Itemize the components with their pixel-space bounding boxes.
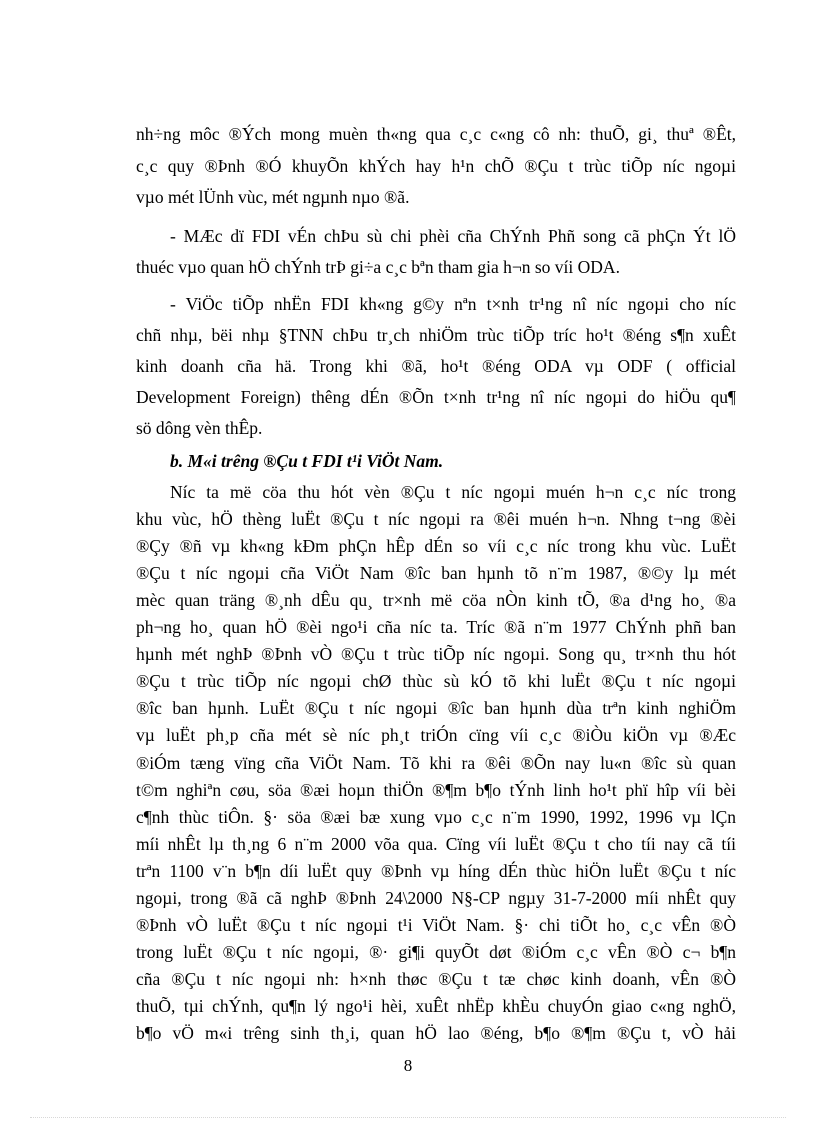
text-line: - MÆc dï FDI vÉn chÞu sù chi phèi cña ChÝnh Phñ song cã phÇn Ýt lÖ bbox=[170, 226, 736, 246]
text-line: trªn 1100 v¨n b¶n díi luËt quy ®Þnh vµ híng dÉn thùc hiÖn luËt ®Çu t níc bbox=[136, 861, 736, 881]
text-line: ngoµi, trong ®ã cã nghÞ ®Þnh 24\2000 N§-CP ngµy 31-7-2000 míi nhÊt quy bbox=[136, 888, 736, 908]
page-bottom-border bbox=[30, 1117, 786, 1118]
text-line: hµnh mét nghÞ ®Þnh vÒ ®Çu t trùc tiÕp níc ngoµi. Song qu¸ tr×nh thu hót bbox=[136, 644, 736, 664]
text-line: Níc ta më cöa thu hót vèn ®Çu t níc ngoµi muén h¬n c¸c níc trong bbox=[170, 482, 736, 502]
text-line: vµ luËt ph¸p cña mét sè níc ph¸t triÓn cïng víi c¸c ®iÒu kiÖn vµ ®Æc bbox=[136, 725, 736, 745]
text-line: sö dông vèn thÊp. bbox=[136, 418, 263, 438]
text-line: vµo mét lÜnh vùc, mét ngµnh nµo ®ã. bbox=[136, 187, 410, 207]
text-line: thuéc vµo quan hÖ chÝnh trÞ gi÷a c¸c bªn tham gia h¬n so víi ODA. bbox=[136, 257, 620, 277]
text-line: ph¬ng ho¸ quan hÖ ®èi ngo¹i cña níc ta. Tríc ®ã n¨m 1977 ChÝnh phñ ban bbox=[136, 617, 736, 637]
page-number: 8 bbox=[403, 1056, 413, 1075]
text-line: nh÷ng môc ®Ých mong muèn th«ng qua c¸c c«ng cô nh: thuÕ, gi¸ thuª ®Êt, bbox=[136, 124, 736, 144]
text-line: t©m nghiªn cøu, söa ®æi hoµn thiÖn ®¶m b¶o tÝnh linh ho¹t phï hîp víi bèi bbox=[136, 780, 736, 800]
text-line: kinh doanh cña hä. Trong khi ®ã, ho¹t ®éng ODA vµ ODF ( official bbox=[136, 356, 736, 376]
text-line: b¶o vÖ m«i trêng sinh th¸i, quan hÖ lao ®éng, b¶o ®¶m ®Çu t, vÒ hải bbox=[136, 1023, 736, 1043]
text-line: ®Çy ®ñ vµ kh«ng kÐm phÇn hÊp dÉn so víi c¸c níc trong khu vùc. LuËt bbox=[136, 536, 736, 556]
text-line: ®Çu t trùc tiÕp níc ngoµi chØ thùc sù kÓ tõ khi luËt ®Çu t níc ngoµi bbox=[136, 671, 736, 691]
text-line: cña ®Çu t níc ngoµi nh: h×nh thøc ®Çu t tæ chøc kinh doanh, vÊn ®Ò bbox=[136, 969, 736, 989]
text-line: míi nhÊt lµ th¸ng 6 n¨m 2000 võa qua. Cïng víi luËt ®Çu t cho tíi nay cã tíi bbox=[136, 834, 736, 854]
text-line: c¶nh thùc tiÔn. §· söa ®æi bæ xung vµo c¸c n¨m 1990, 1992, 1996 vµ lÇn bbox=[136, 807, 736, 827]
section-heading: b. M«i trêng ®Çu t FDI t¹i ViÖt Nam. bbox=[170, 451, 444, 471]
text-line: chñ nhµ, bëi nhµ §TNN chÞu tr¸ch nhiÖm trùc tiÕp tríc ho¹t ®éng s¶n xuÊt bbox=[136, 325, 736, 345]
text-line: c¸c quy ®Þnh ®Ó khuyÕn khÝch hay h¹n chÕ ®Çu t trùc tiÕp níc ngoµi bbox=[136, 156, 736, 176]
text-line: ®iÓm tæng vïng cña ViÖt Nam. Tõ khi ra ®êi ®Õn nay lu«n ®îc sù quan bbox=[136, 753, 736, 773]
text-line: thuÕ, tµi chÝnh, qu¶n lý ngo¹i hèi, xuÊt nhËp khÈu chuyÓn giao c«ng nghÖ, bbox=[136, 996, 736, 1016]
text-line: ®îc ban hµnh. LuËt ®Çu t níc ngoµi ®îc ban hµnh dùa trªn kinh nghiÖm bbox=[136, 698, 736, 718]
text-line: - ViÖc tiÕp nhËn FDI kh«ng g©y nªn t×nh tr¹ng nî níc ngoµi cho níc bbox=[170, 294, 736, 314]
text-line: ®Çu t níc ngoµi cña ViÖt Nam ®îc ban hµnh tõ n¨m 1987, ®©y lµ mét bbox=[136, 563, 736, 583]
text-line: khu vùc, hÖ thèng luËt ®Çu t níc ngoµi ra ®êi muén h¬n. Nhng t¬ng ®èi bbox=[136, 509, 736, 529]
text-line: mèc quan träng ®¸nh dÊu qu¸ tr×nh më cöa nÒn kinh tÕ, ®a d¹ng ho¸ ®a bbox=[136, 590, 736, 610]
text-line: ®Þnh vÒ luËt ®Çu t níc ngoµi t¹i ViÖt Nam. §· chi tiÕt ho¸ c¸c vÊn ®Ò bbox=[136, 915, 736, 935]
text-line: Development Foreign) thêng dÉn ®Õn t×nh tr¹ng nî níc ngoµi do hiÖu qu¶ bbox=[136, 387, 736, 407]
text-line: trong luËt ®Çu t níc ngoµi, ®· gi¶i quyÕt døt ®iÓm c¸c vÊn ®Ò c¬ b¶n bbox=[136, 942, 736, 962]
